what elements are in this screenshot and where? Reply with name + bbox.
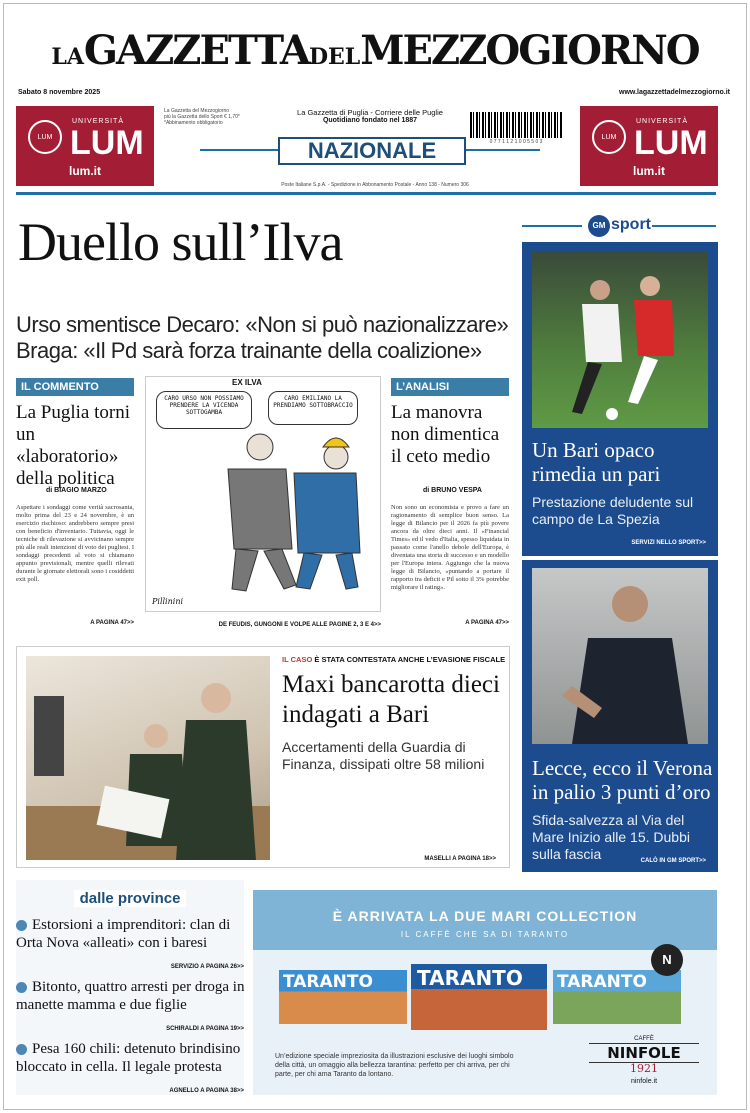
issue-date: Sabato 8 novembre 2025 [18, 89, 101, 96]
main-subtitle-2: Braga: «Il Pd sarà forza trainante della coalizione» [16, 338, 482, 363]
barcode [470, 112, 562, 138]
barcode-number: 0 7 7 1 1 2 1 0 0 5 5 0 3 [489, 139, 543, 145]
ad-title: È ARRIVATA LA DUE MARI COLLECTION [332, 908, 638, 924]
sport-logo: sport [611, 216, 651, 233]
cartoon-drawing [146, 377, 382, 613]
sport-box-2[interactable] [522, 560, 718, 872]
tagline: La Gazzetta di Puglia - Corriere delle Puglie [297, 108, 443, 117]
ad-pack-1: TARANTO [279, 970, 407, 1024]
province-item-2-page[interactable]: SCHIRALDI A PAGINA 19>> [166, 1026, 244, 1032]
sport-box-1[interactable] [522, 242, 718, 556]
analisi-author: di BRUNO VESPA [423, 487, 482, 494]
bullet-icon [16, 982, 27, 993]
legal-line: Poste Italiane S.p.A. - Spedizione in Abbonamento Postale - Anno 138 - Numero 306 [281, 182, 469, 188]
bari-match-photo [532, 252, 708, 428]
province-header-wrap [16, 890, 244, 908]
cartoon-page-link[interactable]: DE FEUDIS, GUNGONI E VOLPE ALLE PAGINE 2, 3 E 4>> [218, 622, 381, 628]
football-players-icon [532, 252, 708, 428]
province-item-3[interactable]: Pesa 160 chili: detenuto brindisino bloccato in cella. Il legale protesta [16, 1041, 241, 1075]
sport-2-subtitle: Sfida-salvezza al Via del Mare Inizio alle 15. Dubbi sulla fascia [532, 812, 690, 862]
caso-title[interactable]: Maxi bancarotta dieci indagati a Bari [282, 671, 500, 728]
gm-logo-icon: GM [588, 215, 610, 237]
commento-title[interactable]: La Puglia torni un «laboratorio» della politica [16, 402, 130, 489]
commento-page-link[interactable]: A PAGINA 47>> [90, 620, 134, 626]
province-item-1[interactable]: Estorsioni a imprenditori: clan di Orta Nova «alleati» con i baresi [16, 917, 231, 951]
province-header: dalle province [74, 890, 187, 907]
caso-photo [26, 656, 270, 860]
bullet-icon [16, 920, 27, 931]
edition-label: NAZIONALE [278, 137, 466, 165]
ad-year: 1921 [630, 1062, 658, 1075]
main-subtitle-1: Urso smentisce Decaro: «Non si può nazionalizzare» [16, 312, 509, 337]
province-item-1-page[interactable]: SERVIZIO A PAGINA 26>> [170, 964, 244, 970]
analisi-title[interactable]: La manovra non dimentica il ceto medio [391, 402, 500, 467]
cartoon [145, 376, 381, 612]
analisi-body: Non sono un economista e provo a fare un ragionamento di semplice buon senso. La legge di Bilancio per il 2026 fa più povere ancora da oltre dieci anni. Il «Financial Times» ed il vedo d'Italia, spesso liquidata in passato come l'anello debole dell'Europa, è diventata una storia di successo e un modello per l'Europa intera. Aggiungo che la nuova legge di Bilancio, «puntando a portare il rapporto tra deficit e Pil sotto il 3% potrebbe migliorare il rating». [391, 504, 509, 591]
sport-1-link[interactable]: SERVIZI NELLO SPORT>> [631, 540, 706, 546]
guardia-finanza-photo-icon [26, 656, 270, 860]
lum-ad-left[interactable]: LUM UNIVERSITÀ LUM lum.it [16, 106, 154, 186]
cartoon-title: EX ILVA [232, 378, 262, 387]
sport-rule-left [522, 225, 582, 227]
site-url[interactable]: www.lagazzettadelmezzogiorno.it [619, 89, 730, 96]
ad-pack-2: TARANTO [411, 964, 547, 1030]
sport-1-subtitle: Prestazione deludente sul campo de La Spezia [532, 494, 694, 527]
ad-brand-small: CAFFÈ [634, 1036, 654, 1042]
commento-body: Aspettare i sondaggi come verità sacrosanta, molto prima del 23 e 24 novembre, è un esercizio rischioso: andrebbero sempre presi con beneficio d'inventario. Tuttavia, oggi le tecniche di rilevazione si avvicinano sempre più alle reali intenzioni di voto dei pugliesi. I sondaggi precedenti al voto si chiamano appunto previsionali, mentre quelli rilevati durante le giornate elettorali sono i cosiddetti exit poll. [16, 504, 134, 583]
lecce-coach-photo [532, 568, 708, 744]
founded: Quotidiano fondato nel 1887 [322, 117, 418, 124]
sport-1-title: Un Bari opaco rimedia un pari [532, 438, 661, 486]
caso-page-link[interactable]: MASELLI A PAGINA 18>> [424, 856, 496, 862]
lum-ad-right[interactable]: LUM UNIVERSITÀ LUM lum.it [580, 106, 718, 186]
cartoon-bubble-2: CARO EMILIANO LA PRENDIAMO SOTTOBRACCIO [268, 391, 358, 425]
ad-url[interactable]: ninfole.it [630, 1078, 658, 1085]
bullet-icon [16, 1044, 27, 1055]
coach-icon [532, 568, 708, 744]
ad-pack-3: TARANTO [553, 970, 681, 1024]
lum-seal-icon: LUM [592, 120, 626, 154]
sport-rule-right [652, 225, 716, 227]
analisi-page-link[interactable]: A PAGINA 47>> [465, 620, 509, 626]
analisi-tag: L’ANALISI [391, 378, 509, 396]
commento-author: di BIAGIO MARZO [46, 487, 107, 494]
masthead-title: LAGAZZETTADELMEZZOGIORNO [51, 27, 699, 74]
cartoon-signature: Pillinini [152, 597, 184, 606]
header-rule [16, 192, 716, 195]
caso-subtitle: Accertamenti della Guardia di Finanza, dissipati oltre 58 milioni [282, 739, 485, 772]
cartoon-bubble-1: CARO URSO NON POSSIAMO PRENDERE LA VICENDA SOTTOGAMBA [156, 391, 252, 429]
ninfole-ad[interactable] [253, 890, 717, 1095]
province-item-2[interactable]: Bitonto, quattro arresti per droga in manette mamma e due figlie [16, 979, 245, 1013]
ad-subtitle: IL CAFFÈ CHE SA DI TARANTO [400, 930, 570, 939]
province-item-3-page[interactable]: AGNELLO A PAGINA 38>> [169, 1088, 244, 1094]
caso-kicker: IL CASO È STATA CONTESTATA ANCHE L’EVASIONE FISCALE [282, 655, 506, 664]
main-headline[interactable]: Duello sull’Ilva [18, 212, 343, 272]
ad-brand: NINFOLE [589, 1043, 699, 1063]
sport-2-title: Lecce, ecco il Verona in palio 3 punti d’oro [532, 756, 713, 804]
lum-seal-icon: LUM [28, 120, 62, 154]
ad-text: Un’edizione speciale impreziosita da illustrazioni esclusive dei luoghi simbolo della città, un omaggio alla bellezza tarantina: perfetto per chi arriva, per chi parte, per chi ama Taranto da lontano. [275, 1053, 514, 1078]
price-note: La Gazzetta del Mezzogiorno più la Gazzetta dello Sport € 1,70* *Abbinamento obbligatorio [164, 108, 240, 126]
sport-2-link[interactable]: CALÒ IN GM SPORT>> [640, 858, 706, 864]
ad-badge-icon: N [651, 944, 683, 976]
commento-tag: IL COMMENTO [16, 378, 134, 396]
